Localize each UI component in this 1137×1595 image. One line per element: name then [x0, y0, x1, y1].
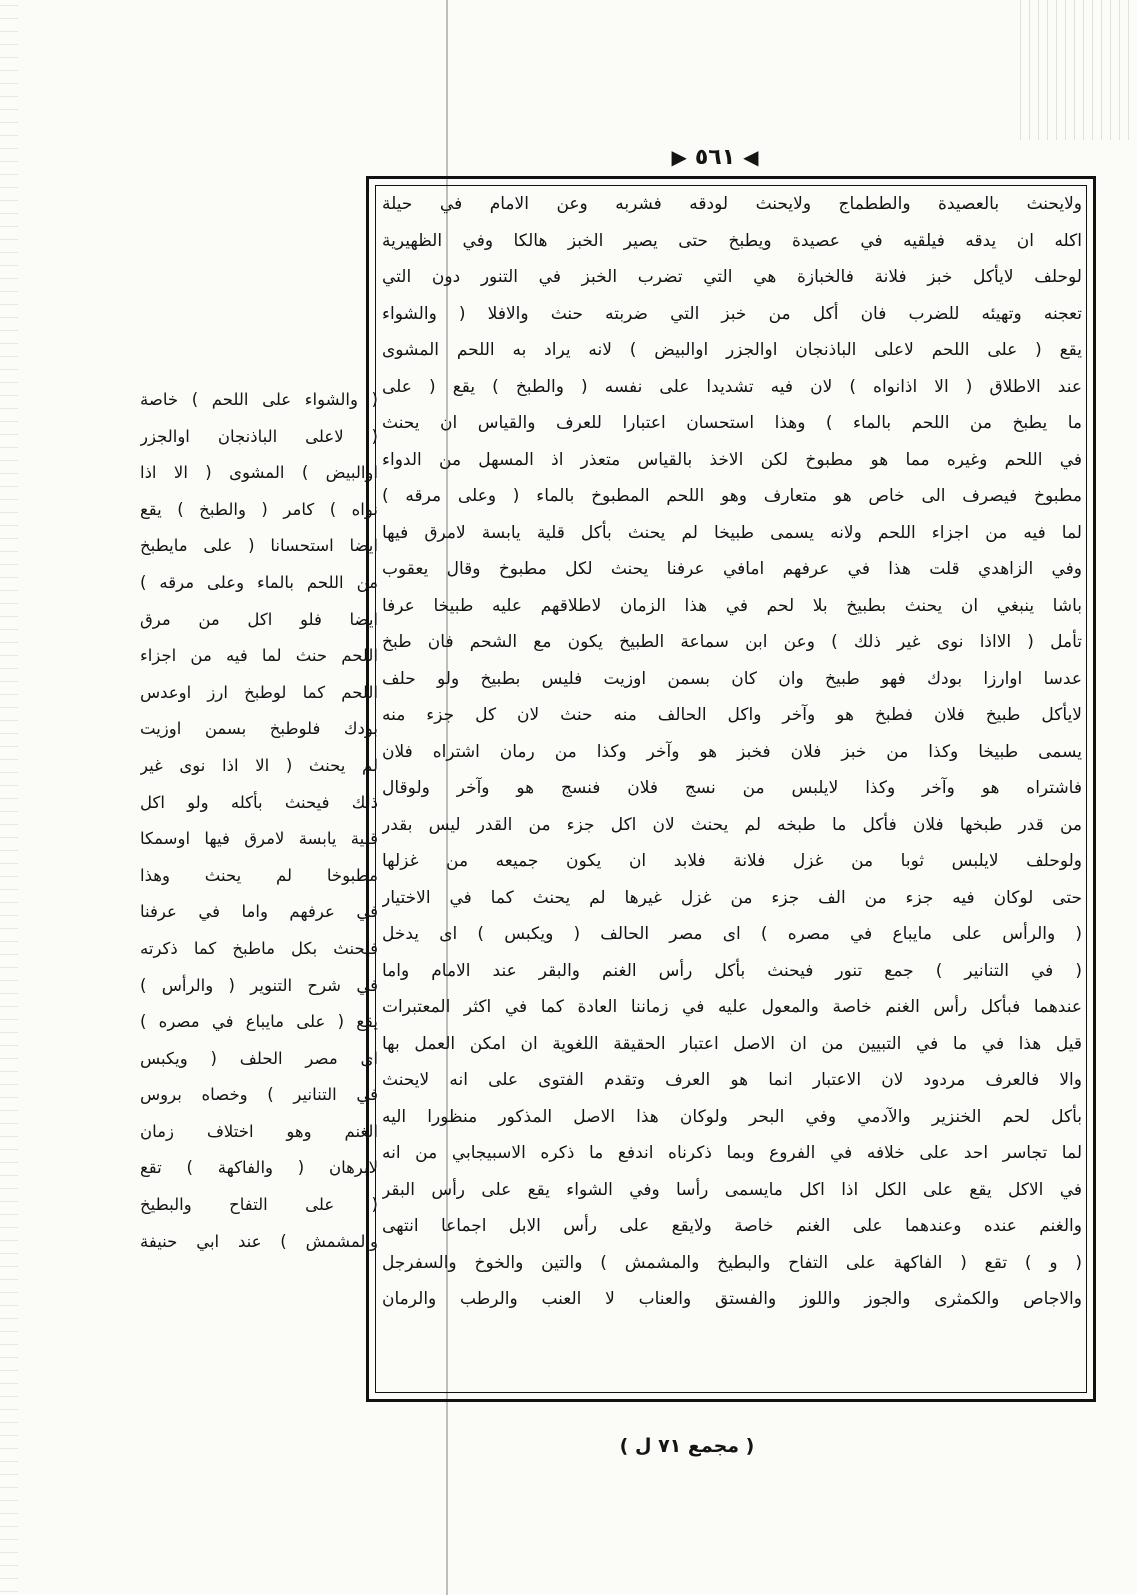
- main-text-line: ولايحنث بالعصيدة والططماج ولايحنث لودقه فشربه وعن الامام في حيلة: [382, 194, 1082, 214]
- margin-text-line: في التنانير ) وخصاه بروس: [140, 1085, 378, 1105]
- margin-text-line: الغنم وهو اختلاف زمان: [140, 1121, 378, 1141]
- main-text-line: يسمى طبيخا وكذا من خبز فلان فخبز هو وآخر وكذا من رمان اشتراه فلان: [382, 741, 1082, 762]
- margin-text-line: بودك فلوطبخ بسمن اوزيت: [140, 719, 378, 739]
- margin-text-line: والمشمش ) عند ابي حنيفة: [140, 1231, 378, 1251]
- main-text-line: والا فالعرف مردود لان الاعتبار انما هو العرف وتقدم الفتوى على انه لايحنث: [382, 1070, 1082, 1090]
- main-text-line: ( و ) تقع ( الفاكهة على التفاح والبطيخ والمشمش ) والتين والخوخ والسفرجل: [382, 1252, 1082, 1273]
- main-text-line: عدسا اوارزا بودك فهو طبيخ وان كان بسمن اوزيت فليس بطبيخ ولو حلف: [382, 668, 1082, 689]
- margin-text-line: نواه ) كامر ( والطبخ ) يقع: [140, 499, 378, 519]
- margin-text-line: في عرفهم واما في عرفنا: [140, 902, 378, 922]
- margin-text-line: لابرهان ( والفاكهة ) تقع: [140, 1158, 378, 1178]
- margin-text-line: مطبوخا لم يحنث وهذا: [140, 865, 378, 885]
- margin-text-line: ذلك فيحنث بأكله ولو اكل: [140, 792, 378, 812]
- margin-text-line: لم يحنث ( الا اذا نوى غير: [140, 755, 378, 775]
- main-text-line: قيل هذا في ما في التبيين من ان الاصل اعتبار الحقيقة اللغوية ان امكن العمل بها: [382, 1033, 1082, 1054]
- ornament-left-icon: ▶: [671, 145, 687, 169]
- margin-text-line: اوالبيض ) المشوى ( الا اذا: [140, 463, 378, 483]
- margin-text-line: ( والشواء على اللحم ) خاصة: [140, 390, 378, 409]
- margin-text-line: ( على التفاح والبطيخ: [140, 1195, 378, 1215]
- scan-noise-left: [0, 0, 18, 1595]
- main-text-line: ما يطبخ من اللحم بالماء ) وهذا استحسان اعتبارا للعرف والقياس ان يحنث: [382, 413, 1082, 433]
- margin-text-line: ايضا فلو اكل من مرق: [140, 609, 378, 629]
- margin-text-line: فيحنث بكل ماطبخ كما ذكرته: [140, 938, 378, 958]
- main-text-line: لما فيه من اجزاء اللحم ولانه يسمى طبيخا لم يحنث بأكل قلية يابسة لامرق فيها: [382, 522, 1082, 543]
- main-text-line: لايأكل طبيخ فلان فطبخ هو وآخر واكل الحالف منه حنث لان كل جزء منه: [382, 705, 1082, 725]
- main-text-line: لوحلف لايأكل خبز فلانة فالخبازة هي التي تضرب الخبز في التنور دون التي: [382, 267, 1082, 287]
- main-text-line: من قدر طبخها فلان فأكل ما طبخه لم يحنث لان اكل جزء من القدر ليس بقدر: [382, 814, 1082, 835]
- main-text-line: تأمل ( الااذا نوى غير ذلك ) وعن ابن سماعة الطبيخ يكون مع الشحم فان طبخ: [382, 632, 1082, 652]
- main-text-line: عندهما فبأكل رأس الغنم خاصة والمعول عليه في زماننا العادة كما في اكثر المعتبرات: [382, 997, 1082, 1017]
- main-text-line: حتى لوكان فيه جزء من الف جزء من غزل غيرها لم يحنث كما في الاختيار: [382, 887, 1082, 908]
- margin-text-line: ايضا استحسانا ( على مايطبخ: [140, 536, 378, 556]
- page-number-header: [650, 140, 780, 174]
- main-text-line: في اللحم وغيره مما هو مطبوخ لكن الاخذ بالقياس متعذر اذ المسهل من الدواء: [382, 449, 1082, 470]
- main-text-line: تعجنه وتهيئه للضرب فان أكل من خبز التي ضربته حنث والافلا ( والشواء: [382, 303, 1082, 324]
- main-text-line: والاجاص والكمثرى والجوز واللوز والفستق والعناب لا العنب والرطب والرمان: [382, 1289, 1082, 1309]
- main-text-line: والغنم عنده وعندهما على الغنم خاصة ولايقع على رأس الابل اجماعا انتهى: [382, 1216, 1082, 1236]
- margin-text-line: قلية يابسة لامرق فيها اوسمكا: [140, 829, 378, 849]
- margin-text-line: يقع ( على مايباع في مصره ): [140, 1012, 378, 1032]
- margin-text-line: اللحم حنث لما فيه من اجزاء: [140, 646, 378, 666]
- margin-text-line: في شرح التنوير ( والرأس ): [140, 975, 378, 995]
- main-text-line: ولوحلف لايلبس ثوبا من غزل فلانة فلابد ان يكون جميعه من غزلها: [382, 851, 1082, 871]
- main-text-line: مطبوخ فيصرف الى خاص هو متعارف وهو اللحم المطبوخ بالماء ( وعلى مرقه ): [382, 486, 1082, 506]
- main-text-line: في الاكل يقع على الكل اذا اكل مايسمى رأسا وفي الشواء يقع على رأس البقر: [382, 1179, 1082, 1200]
- margin-text-line: اى مصر الحلف ( ويكبس: [140, 1048, 378, 1068]
- main-text-line: بأكل لحم الخنزير والآدمي وفي البحر ولوكان هذا الاصل المذكور منظورا اليه: [382, 1106, 1082, 1127]
- scan-noise-top-right: [1017, 0, 1137, 140]
- main-text-line: لما تجاسر احد على خلافه في الفروع وبما ذكرناه اندفع ما ذكره الاسبيجابي من انه: [382, 1143, 1082, 1163]
- margin-text-line: اللحم كما لوطبخ ارز اوعدس: [140, 682, 378, 702]
- main-text-line: عند الاطلاق ( الا اذانواه ) لان فيه تشديدا على نفسه ( والطبخ ) يقع ( على: [382, 376, 1082, 397]
- main-text-line: اكله ان يدقه فيلقيه في عصيدة ويطبخ حتى يصير الخبز هالكا وفي الظهيرية: [382, 230, 1082, 251]
- margin-text-line: ( لاعلى الباذنجان اوالجزر: [140, 426, 378, 446]
- margin-text-line: من اللحم بالماء وعلى مرقه ): [140, 572, 378, 592]
- signature-mark: ( مجمع ٧١ ل ): [619, 1435, 755, 1457]
- ornament-right-icon: ◀: [743, 145, 759, 169]
- main-text-line: باشا ينبغي ان يحنث بطبيخ بلا لحم في هذا الزمان لاطلاقهم عليه طبيخا عرفا: [382, 595, 1082, 616]
- main-text-line: ( والرأس على مايباع في مصره ) اى مصر الحالف ( ويكبس ) اى يدخل: [382, 924, 1082, 944]
- page-number: ٥٦١: [694, 144, 736, 170]
- main-text-line: يقع ( على اللحم لاعلى الباذنجان اوالجزر اوالبيض ) لانه يراد به اللحم المشوى: [382, 340, 1082, 360]
- main-text-block: [382, 186, 1082, 1392]
- main-text-line: فاشتراه هو وآخر وكذا لايلبس من نسج فلان فنسج هو وآخر ولوقال: [382, 778, 1082, 798]
- margin-commentary-block: [140, 382, 378, 1322]
- main-text-line: وفي الزاهدي قلت هذا في عرفهم امافي عرفنا يحنث لكل مطبوخ وقال يعقوب: [382, 559, 1082, 579]
- main-text-line: ( في التنانير ) جمع تنور فيحنث بأكل رأس الغنم والبقر عند الامام واما: [382, 960, 1082, 981]
